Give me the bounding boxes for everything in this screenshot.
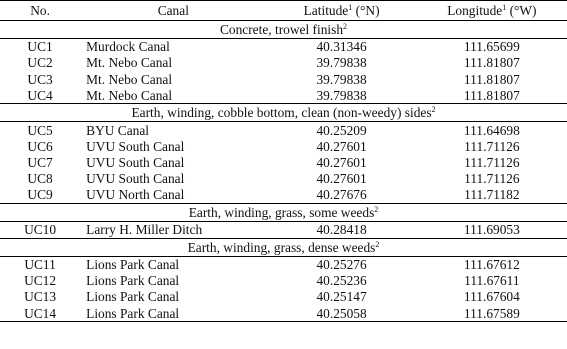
- cell-no: UC6: [27, 138, 53, 154]
- cell-longitude: 111.81807: [463, 87, 520, 103]
- table-row: [0, 138, 567, 154]
- header-longitude-footnote: 1: [502, 2, 507, 12]
- section-footnote: 2: [374, 204, 379, 214]
- cell-latitude: 40.25209: [316, 122, 367, 138]
- header-latitude-label: Latitude: [303, 2, 349, 18]
- section-row: [0, 203, 567, 221]
- table-row: [0, 55, 567, 71]
- section-title: Concrete, trowel finish: [219, 21, 344, 37]
- header-longitude: [417, 1, 567, 21]
- section-title: Earth, winding, cobble bottom, clean (non-weedy) sides: [131, 105, 432, 121]
- header-canal: Canal: [80, 1, 266, 21]
- section-title: Earth, winding, grass, some weeds: [188, 204, 375, 220]
- section-footnote: 2: [375, 239, 380, 249]
- cell-longitude: 111.81807: [463, 71, 520, 87]
- cell-no: UC4: [27, 87, 53, 103]
- header-row: [0, 1, 567, 21]
- header-longitude-unit: (°W): [506, 2, 537, 18]
- table-body: [0, 21, 567, 322]
- cell-longitude: 111.67612: [463, 257, 520, 273]
- cell-canal: BYU Canal: [86, 122, 149, 138]
- header-no: No.: [0, 1, 80, 21]
- cell-longitude: 111.71126: [464, 154, 520, 170]
- cell-canal: Mt. Nebo Canal: [86, 87, 173, 103]
- cell-latitude: 40.27676: [316, 187, 367, 203]
- cell-canal: Lions Park Canal: [86, 273, 180, 289]
- section-row: [0, 21, 567, 39]
- cell-latitude: 39.79838: [316, 55, 367, 71]
- cell-latitude: 40.28418: [316, 222, 367, 238]
- cell-no: UC8: [27, 171, 53, 186]
- cell-latitude: 39.79838: [316, 87, 367, 103]
- cell-latitude: 40.27601: [316, 171, 367, 186]
- cell-no: UC1: [27, 39, 53, 55]
- table-row: [0, 187, 567, 204]
- table-row: [0, 171, 567, 187]
- cell-canal: Lions Park Canal: [80, 305, 266, 322]
- cell-no: UC3: [27, 71, 53, 87]
- section-footnote: 2: [431, 105, 436, 115]
- cell-longitude: 111.71126: [464, 171, 520, 186]
- cell-latitude: 40.31346: [316, 39, 367, 55]
- cell-canal: Larry H. Miller Ditch: [86, 222, 203, 238]
- cell-canal: Mt. Nebo Canal: [86, 71, 173, 87]
- cell-canal: UVU North Canal: [86, 187, 185, 203]
- table-row: [0, 87, 567, 104]
- table-row: [0, 221, 567, 238]
- cell-no: UC12: [24, 273, 57, 289]
- cell-canal: UVU South Canal: [86, 138, 185, 154]
- cell-longitude: 111.81807: [463, 55, 520, 71]
- cell-no: UC11: [24, 257, 56, 273]
- header-latitude-footnote: 1: [348, 2, 353, 12]
- table-row: [0, 122, 567, 139]
- cell-latitude: 40.27601: [316, 138, 367, 154]
- cell-canal: UVU South Canal: [86, 154, 185, 170]
- cell-no: UC2: [27, 55, 53, 71]
- cell-longitude: 111.65699: [463, 39, 520, 55]
- cell-canal: Lions Park Canal: [86, 257, 180, 273]
- cell-longitude: 111.69053: [463, 222, 520, 238]
- cell-longitude: 111.71126: [464, 138, 520, 154]
- section-heading: [0, 203, 567, 221]
- cell-latitude: 40.27601: [316, 154, 367, 170]
- header-longitude-label: Longitude: [447, 2, 503, 18]
- section-row: [0, 104, 567, 122]
- cell-canal: Mt. Nebo Canal: [86, 55, 173, 71]
- table-header: [0, 1, 567, 21]
- cell-latitude: 40.25058: [266, 305, 416, 322]
- section-row: [0, 238, 567, 256]
- table-row: [0, 39, 567, 56]
- cell-latitude: 40.25276: [316, 257, 367, 273]
- table-row: [0, 71, 567, 87]
- header-latitude: [266, 1, 416, 21]
- section-title: Earth, winding, grass, dense weeds: [187, 239, 376, 255]
- header-latitude-unit: (°N): [352, 2, 380, 18]
- section-heading: [0, 21, 567, 39]
- cell-longitude: 111.64698: [463, 122, 520, 138]
- cell-no: UC14: [0, 305, 80, 322]
- cell-no: UC9: [27, 187, 53, 203]
- table-row: [0, 256, 567, 273]
- table-row: [0, 273, 567, 289]
- cell-longitude: 111.71182: [464, 187, 520, 203]
- cell-latitude: 39.79838: [316, 71, 367, 87]
- cell-canal: Murdock Canal: [86, 39, 170, 55]
- section-footnote: 2: [343, 21, 348, 31]
- table-row: [0, 289, 567, 305]
- cell-longitude: 111.67589: [417, 305, 567, 322]
- cell-canal: UVU South Canal: [86, 171, 185, 186]
- cell-no: UC5: [27, 122, 53, 138]
- cell-longitude: 111.67604: [463, 289, 520, 305]
- section-heading: [0, 238, 567, 256]
- cell-latitude: 40.25147: [316, 289, 367, 305]
- cell-no: UC10: [24, 222, 57, 238]
- cell-latitude: 40.25236: [316, 273, 367, 289]
- cell-longitude: 111.67611: [464, 273, 520, 289]
- section-heading: [0, 104, 567, 122]
- cell-canal: Lions Park Canal: [86, 289, 180, 305]
- cell-no: UC13: [24, 289, 57, 305]
- cell-no: UC7: [27, 154, 53, 170]
- table-row: [0, 155, 567, 171]
- table-row: [0, 305, 567, 322]
